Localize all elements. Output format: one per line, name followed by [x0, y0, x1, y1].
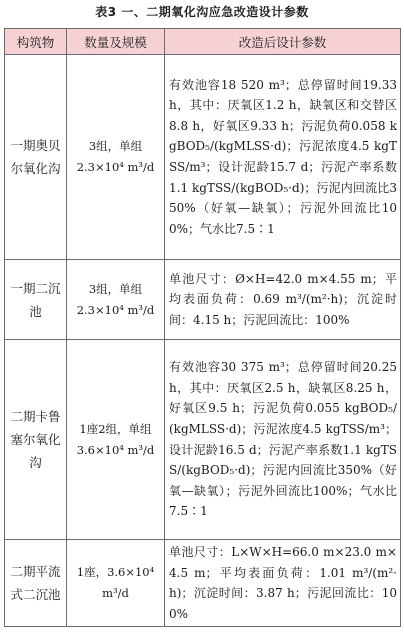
table-row	[5, 55, 401, 260]
table-row	[5, 260, 401, 340]
params-cell: 单池尺寸：L×W×H=66.0 m×23.0 m×4.5 m；平均表面负荷：1.01 m³/(m²·h)；沉淀时间：3.87 h；污泥回流比：100%	[165, 540, 401, 627]
table-row	[5, 540, 401, 627]
design-parameter-table	[4, 28, 401, 627]
table-header-row	[5, 29, 401, 55]
scale-cell: 3组，单组2.3×10⁴ m³/d	[67, 55, 165, 260]
table-row	[5, 340, 401, 540]
header-params: 改造后设计参数	[165, 29, 401, 55]
structure-cell: 二期平流式二沉池	[5, 540, 67, 627]
structure-cell: 一期奥贝尔氧化沟	[5, 55, 67, 260]
structure-cell: 一期二沉池	[5, 260, 67, 340]
scale-cell: 1座2组，单组3.6×10⁴ m³/d	[67, 340, 165, 540]
scale-cell: 3组，单组2.3×10⁴ m³/d	[67, 260, 165, 340]
table-title: 表3 一、二期氧化沟应急改造设计参数	[95, 5, 309, 19]
params-cell: 有效池容30 375 m³；总停留时间20.25 h，其中：厌氧区2.5 h，缺氧区8.25 h，好氧区9.5 h；污泥负荷0.055 kgBOD₅/(kgMLSS·d)；污泥浓度4.5 kgTSS/m³；设计泥龄16.5 d；污泥产率系数1.1 kgTSS/(kgBOD₅·d)；污泥内回流比350%（好氧—缺氧）；污泥外回流比100%；气水比7.5∶1	[165, 340, 401, 540]
header-scale: 数量及规模	[67, 29, 165, 55]
params-cell: 单池尺寸：Ø×H=42.0 m×4.55 m；平均表面负荷：0.69 m³/(m²·h)；沉淀时间：4.15 h；污泥回流比：100%	[165, 260, 401, 340]
header-structure: 构筑物	[5, 29, 67, 55]
structure-cell: 二期卡鲁塞尔氧化沟	[5, 340, 67, 540]
params-cell: 有效池容18 520 m³；总停留时间19.33 h，其中：厌氧区1.2 h，缺氧区和交替区8.8 h，好氧区9.33 h；污泥负荷0.058 kgBOD₅/(kgMLSS·d)；污泥浓度4.5 kgTSS/m³；设计泥龄15.7 d；污泥产率系数1.1 kgTSS/(kgBOD₅·d)；污泥内回流比350%（好氧—缺氧）；污泥外回流比100%；气水比7.5∶1	[165, 55, 401, 260]
scale-cell: 1座，3.6×10⁴ m³/d	[67, 540, 165, 627]
